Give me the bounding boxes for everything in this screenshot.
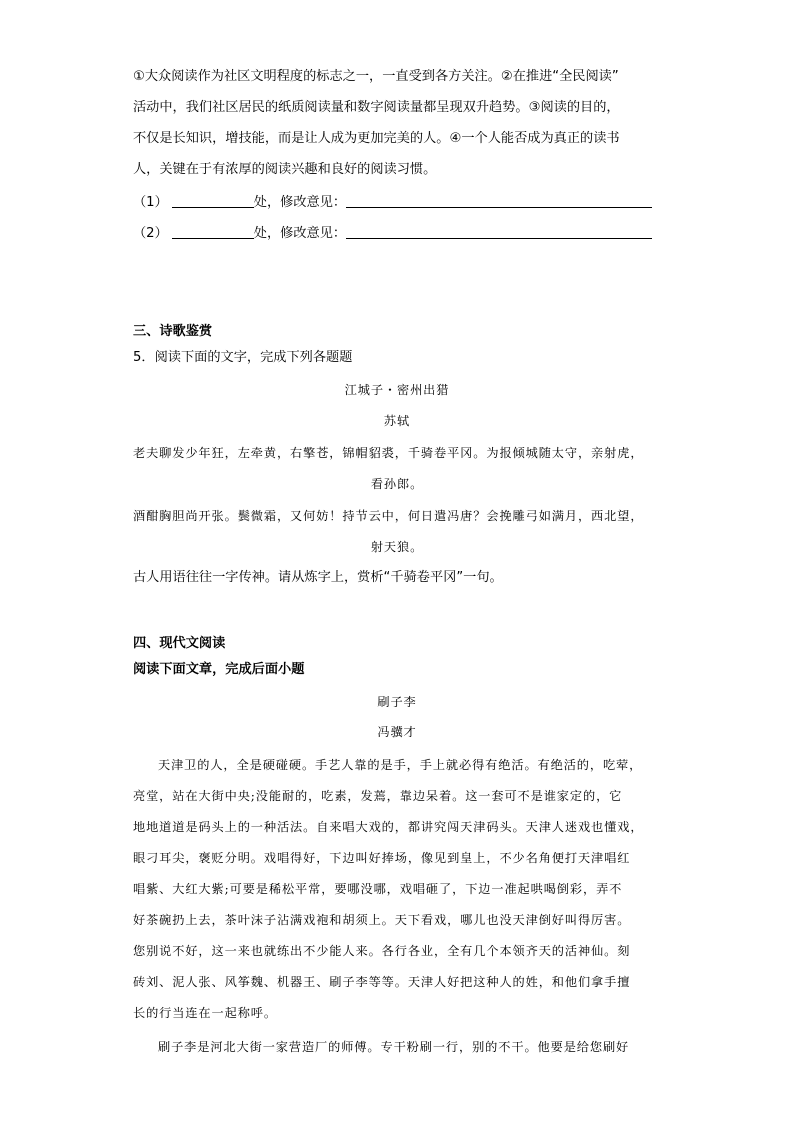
poem-title: 江城子・密州出猎 [344,383,450,397]
article-line: 您别说不好，这一来也就练出不少能人来。各行各业，全有几个本领齐天的活神仙。刻 [133,944,631,958]
paragraph-line: ①大众阅读作为社区文明程度的标志之一，一直受到各方关注。②在推进“全民阅读” [133,69,619,84]
article-line: 天津卫的人，全是硬碰硬。手艺人靠的是手，手上就必得有绝活。有绝活的，吃荤， [158,758,643,772]
article-title: 刷子李 [377,695,417,709]
poem-line: 看孙郎。 [370,477,424,491]
answer-row-1 [133,193,673,213]
section-heading-poetry: 三、诗歌鉴赏 [133,324,213,339]
article-author: 冯骥才 [377,725,417,739]
section-heading-modern-reading: 四、现代文阅读 [133,636,226,651]
answer-blank-suggestion[interactable] [346,194,652,208]
answer-blank-location[interactable] [172,194,254,208]
answer-row-2 [133,224,673,244]
article-line: 砖刘、泥人张、风筝魏、机器王、刷子李等等。天津人好把这种人的姓，和他们拿手擅 [133,975,631,989]
answer-row-label: 处，修改意见： [253,226,347,241]
article-line: 长的行当连在一起称呼。 [133,1006,277,1020]
article-line: 亮堂，站在大街中央;没能耐的，吃素，发蔫，靠边呆着。这一套可不是谁家定的，它 [133,789,623,803]
answer-blank-suggestion[interactable] [346,225,652,239]
poem-line: 老夫聊发少年狂，左牵黄，右擎苍，锦帽貂裘，千骑卷平冈。为报倾城随太守，亲射虎， [133,446,644,460]
answer-row-label: 处，修改意见： [253,195,347,210]
question-title: 5．阅读下面的文字，完成下列各题题 [133,350,353,365]
paragraph-line: 不仅是长知识，增技能，而是让人成为更加完美的人。④一个人能否成为真正的读书 [133,131,620,146]
article-line: 地地道道是码头上的一种活法。自来唱大戏的，都讲究闯天津码头。天津人迷戏也懂戏， [133,820,644,834]
answer-row-number: （2） [133,226,168,241]
article-line: 唱紫、大红大紫;可要是稀松平常，要哪没哪，戏唱砸了，下边一准起哄喝倒彩，弄不 [133,882,623,896]
poem-author: 苏轼 [383,414,411,428]
answer-blank-location[interactable] [172,225,254,239]
reading-instruction: 阅读下面文章，完成后面小题 [133,662,305,677]
article-line: 好茶碗扔上去，茶叶沫子沾满戏袍和胡须上。天下看戏，哪儿也没天津倒好叫得厉害。 [133,913,631,927]
paragraph-line: 活动中，我们社区居民的纸质阅读量和数字阅读量都呈现双升趋势。③阅读的目的， [133,100,620,115]
answer-row-number: （1） [133,195,168,210]
poem-question: 古人用语往往一字传神。请从炼字上，赏析“千骑卷平冈”一句。 [133,570,503,585]
poem-line: 射天狼。 [370,540,424,554]
poem-line: 酒酣胸胆尚开张。鬓微霜，又何妨！持节云中，何日遣冯唐？会挽雕弓如满月，西北望， [133,509,644,523]
article-line: 眼刁耳尖，褒贬分明。戏唱得好，下边叫好捧场，像见到皇上，不少名角便打天津唱红 [133,851,631,865]
paragraph-line: 人，关键在于有浓厚的阅读兴趣和良好的阅读习惯。 [133,162,437,177]
article-line: 刷子李是河北大街一家营造厂的师傅。专干粉刷一行，别的不干。他要是给您刷好 [158,1040,630,1054]
